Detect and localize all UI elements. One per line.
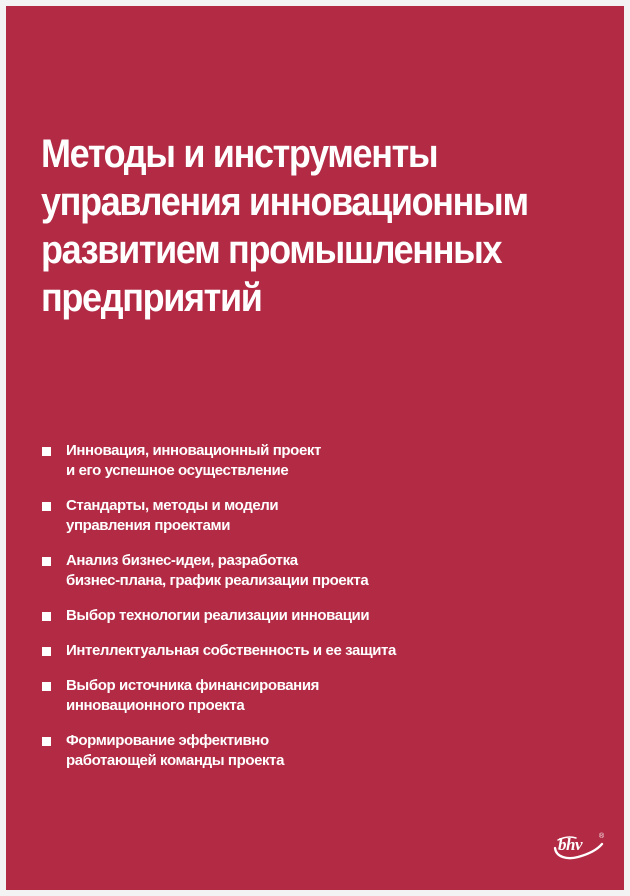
feature-item <box>38 551 598 591</box>
feature-item <box>38 676 598 716</box>
square-bullet-icon <box>42 447 51 456</box>
feature-text-line: управления проектами <box>66 517 231 534</box>
square-bullet-icon <box>42 612 51 621</box>
square-bullet-icon <box>42 682 51 691</box>
feature-text-line: работающей команды проекта <box>66 752 285 769</box>
feature-item <box>38 441 598 481</box>
feature-item <box>38 641 598 661</box>
book-title-line: развитием промышленных <box>41 228 502 272</box>
feature-text-line: Инновация, инновационный проект <box>66 442 321 459</box>
square-bullet-icon <box>42 557 51 566</box>
publisher-logo <box>548 832 610 860</box>
feature-text-line: Интеллектуальная собственность и ее защита <box>66 642 396 659</box>
square-bullet-icon <box>42 737 51 746</box>
feature-list <box>38 441 598 786</box>
book-title-line: Методы и инструменты <box>41 132 438 176</box>
feature-item <box>38 606 598 626</box>
feature-text-line: Выбор источника финансирования <box>66 677 320 694</box>
feature-text-line: и его успешное осуществление <box>66 462 289 479</box>
feature-item <box>38 731 598 771</box>
feature-text-line: Анализ бизнес-идеи, разработка <box>66 552 298 569</box>
publisher-name: bhv <box>558 835 582 854</box>
feature-text-line: инновационного проекта <box>66 697 245 714</box>
book-title <box>41 130 563 322</box>
registered-mark: ® <box>599 833 605 840</box>
feature-text-line: Стандарты, методы и модели <box>66 497 279 514</box>
book-title-line: управления инновационным <box>41 180 528 224</box>
feature-text-line: Формирование эффективно <box>66 732 269 749</box>
feature-text-line: Выбор технологии реализации инновации <box>66 607 370 624</box>
square-bullet-icon <box>42 502 51 511</box>
square-bullet-icon <box>42 647 51 656</box>
book-title-line: предприятий <box>41 276 262 320</box>
feature-item <box>38 496 598 536</box>
feature-text-line: бизнес-плана, график реализации проекта <box>66 572 369 589</box>
